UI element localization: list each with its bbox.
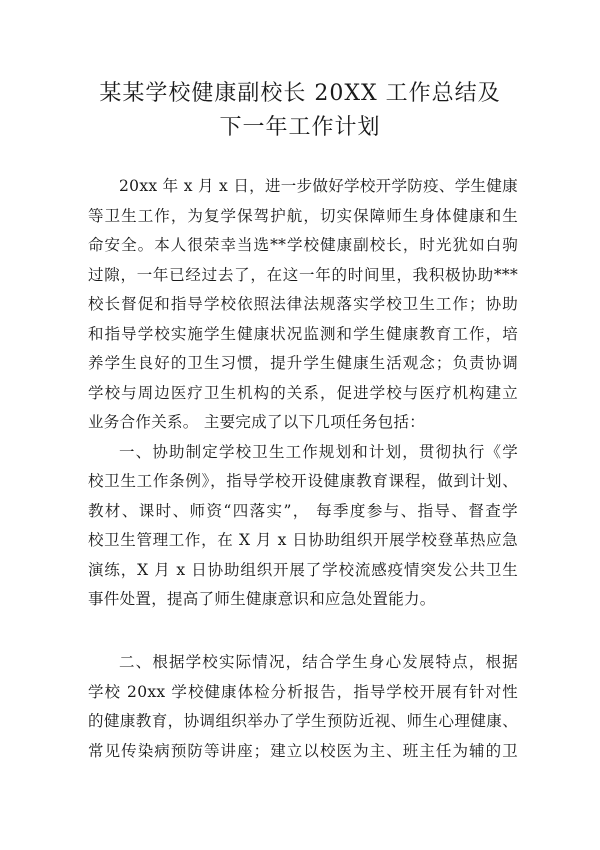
- text-line: 业务合作关系。 主要完成了以下几项任务包括：: [88, 413, 426, 431]
- text-line: 校卫生管理工作，在 X 月 x 日协助组织开展学校登革热应急: [88, 531, 518, 549]
- text-line: 学校与周边医疗卫生机构的关系，促进学校与医疗机构建立: [88, 383, 518, 402]
- paragraph-item-2: [88, 648, 518, 766]
- text-line: 二、根据学校实际情况，结合学生身心发展特点，根据: [119, 653, 518, 671]
- paragraph-intro: [88, 172, 518, 438]
- text-line: 养学生良好的卫生习惯，提升学生健康生活观念；负责协调: [88, 354, 518, 372]
- text-line: 演练，X 月 x 日协助组织开展了学校流感疫情突发公共卫生: [88, 560, 518, 579]
- text-line: 学校 20xx 学校健康体检分析报告，指导学校开展有针对性: [88, 682, 518, 701]
- text-line: 一、协助制定学校卫生工作规划和计划，贯彻执行《学: [119, 442, 518, 461]
- document-title-line-2: 下一年工作计划: [219, 115, 381, 140]
- text-line: 事件处置，提高了师生健康意识和应急处置能力。: [88, 590, 436, 608]
- document-title-line-1: 某某学校健康副校长 20XX 工作总结及: [99, 81, 501, 106]
- text-line: 过隙，一年已经过去了，在这一年的时间里，我积极协助***: [88, 265, 518, 284]
- text-line: 校长督促和指导学校依照法律法规落实学校卫生工作；协助: [88, 295, 518, 313]
- text-line: 教材、课时、师资“四落实”， 每季度参与、指导、督查学: [88, 501, 518, 520]
- text-line: 的健康教育，协调组织举办了学生预防近视、师生心理健康、: [88, 712, 518, 730]
- text-line: 20xx 年 x 月 x 日，进一步做好学校开学防疫、学生健康: [119, 177, 518, 195]
- paragraph-item-1: [88, 438, 518, 615]
- text-line: 校卫生工作条例》，指导学校开设健康教育课程，做到计划、: [88, 472, 518, 490]
- text-line: 等卫生工作，为复学保驾护航，切实保障师生身体健康和生: [88, 206, 518, 225]
- text-line: 和指导学校实施学生健康状况监测和学生健康教育工作，培: [88, 324, 518, 343]
- text-line: 命安全。本人很荣幸当选**学校健康副校长，时光犹如白驹: [88, 236, 518, 254]
- text-line: 常见传染病预防等讲座；建立以校医为主、班主任为辅的卫: [88, 741, 518, 760]
